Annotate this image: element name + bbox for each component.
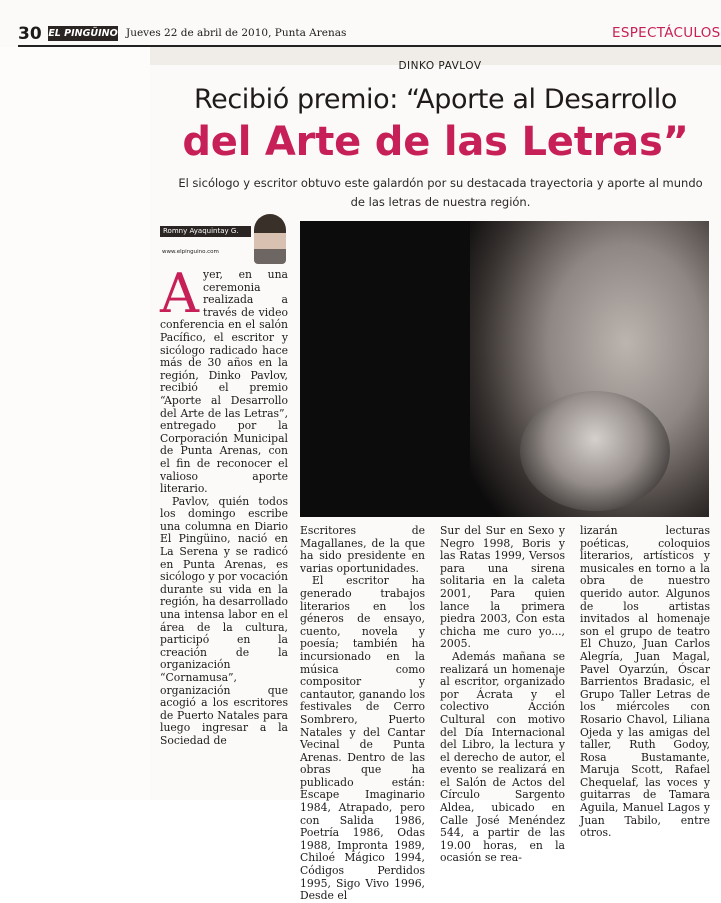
author-photo [254, 214, 286, 264]
text-column-2 [300, 525, 425, 903]
text-column-3 [440, 525, 565, 865]
paragraph: Además mañana se realizará un homenaje al escritor, organizado por Ácrata y el colectivo Acción Cultural con motivo del Día Internacional del Libro, la lectura y el derecho de autor, el evento se realizará en el Salón de Actos del Círculo Sargento Aldea, ubicado en Calle José Menéndez 544, a partir de las 19.00 horas, en la ocasión se rea- [440, 649, 565, 865]
headline-line-1: Recibió premio: “Aporte al Desarrollo [193, 84, 678, 115]
page-header [0, 24, 721, 46]
page-margin [0, 47, 150, 800]
photo-beard [520, 391, 670, 511]
byline-website: www.elpinguino.com [162, 249, 219, 255]
paragraph: Pavlov, quién todos los domingo escribe una columna en Diario El Pingüino, nació en La Serena y se radicó en Punta Arenas, es sicólogo y por vocación durante su vida en la región, ha desarrollado una intensa labor en el área de la cultura, participó en la creación de la organización “Cornamusa”, organización que acogió a los escritores de Puerto Natales para luego ingresar a la Sociedad de [160, 494, 288, 747]
paragraph: lizarán lecturas poéticas, coloquios literarios, artísticos y musicales en torno a la obra de nuestro querido autor. Algunos de los artistas invitados al homenaje son el grupo de teatro El Chuzo, Juan Carlos Alegría, Juan Magal, Pavel Oyarzún, Óscar Barrientos Bradasic, el Grupo Taller Letras de los miércoles con Rosario Chavol, Liliana Ojeda y las amigas del taller, Ruth Godoy, Rosa Bustamante, Maruja Scott, Rafael Chequelaf, las voces y guitarras de Tamara Aguila, Manuel Lagos y Juan Tabilo, entre otros. [580, 524, 710, 840]
page-number: 30 [18, 24, 42, 44]
article-kicker: DINKO PAVLOV [398, 60, 482, 72]
portrait-photo [300, 221, 709, 517]
byline-name: Romny Ayaquintay G. [160, 226, 251, 237]
drop-cap: A [160, 262, 199, 325]
paragraph: Sur del Sur en Sexo y Negro 1998, Boris y las Ratas 1999, Versos para una sirena solitaria en la caleta 2001, Para quien lance la primera piedra 2003, Con esta chicha me curo yo..., 2005. [440, 524, 565, 651]
text-column-1 [160, 262, 288, 748]
subtitle-line-2: de las letras de nuestra región. [350, 195, 531, 209]
section-label: ESPECTÁCULOS [612, 25, 721, 41]
paragraph: Escritores de Magallanes, de la que ha sido presidente en varias oportunidades. [300, 524, 425, 575]
article-subtitle [168, 174, 713, 212]
issue-date: Jueves 22 de abril de 2010, Punta Arenas [126, 27, 347, 39]
paragraph: El escritor ha generado trabajos literarios en los géneros de ensayo, cuento, novela y poesía; también ha incursionado en la música como compositor y cantautor, ganando los festivales de Cerro Sombrero, Puerto Natales y del Cantar Vecinal de Punta Arenas. Dentro de las obras que ha publicado están: Escape Imaginario 1984, Atrapado, pero con Salida 1986, Poetría 1986, Odas 1988, Impronta 1989, Chiloé Mágico 1994, Códigos Perdidos 1995, Sigo Vivo 1996, Desde el [300, 574, 425, 903]
headline-line-2: del Arte de las Letras” [182, 119, 689, 165]
subtitle-line-1: El sicólogo y escritor obtuvo este galardón por su destacada trayectoria y aporte al mundo [178, 176, 703, 190]
paragraph: yer, en una ceremonia realizada a través de video conferencia en el salón Pacífico, el escritor y sicólogo radicado hace más de 30 años en la región, Dinko Pavlov, recibió el premio “Aporte al Desarrollo del Arte de las Letras”, entregado por la Corporación Municipal de Punta Arenas, con el fin de reconocer el valioso aporte literario. [160, 268, 288, 496]
text-column-4 [580, 525, 710, 840]
byline [160, 214, 288, 266]
newspaper-logo: EL PINGÜINO [48, 28, 118, 39]
